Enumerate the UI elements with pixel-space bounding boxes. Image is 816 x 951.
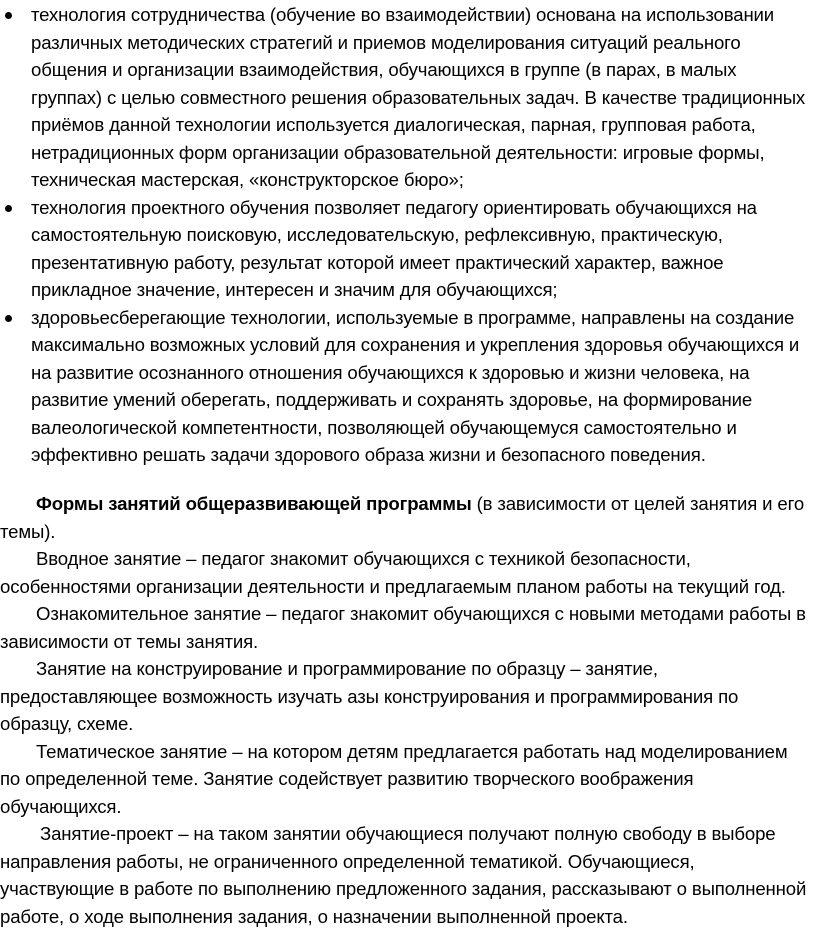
bullet-item-health-saving — [0, 304, 816, 469]
paragraph-familiarization-lesson: Ознакомительное занятие – педагог знакомит обучающихся с новыми методами работы в зависимости от темы занятия. — [0, 603, 806, 652]
lesson-forms-section — [0, 490, 812, 930]
bullet-item-cooperation — [0, 1, 816, 194]
bullet-text: технология проектного обучения позволяет педагогу ориентировать обучающихся на самостоятельную поисковую, исследовательскую, рефлексивную, практическую, презентативную работу, результат которой имеет практический характер, важное прикладное значение, интересен и значим для обучающихся; — [31, 196, 757, 300]
bullet-dot-icon — [5, 315, 12, 322]
bullet-text: технология сотрудничества (обучение во взаимодействии) основана на использовании различных методических стратегий и приемов моделирования ситуаций реального общения и организации взаимодействия, обучающихся в группе (в парах, в малых группах) с целью совместного решения образовательных задач. В качестве традиционных приёмов данной технологии используется диалогическая, парная, групповая работа, нетрадиционных форм организации образовательной деятельности: игровые формы, техническая мастерская, «конструкторское бюро»; — [31, 4, 806, 190]
bullet-item-project-learning — [0, 194, 816, 304]
paragraph-sample-lesson: Занятие на конструирование и программирование по образцу – занятие, предоставляющее возможность изучать азы конструирования и программирования по образцу, схеме. — [0, 658, 739, 734]
bullet-dot-icon — [5, 205, 12, 212]
forms-heading-paragraph — [0, 490, 812, 545]
bullet-dot-icon — [5, 12, 12, 19]
bullet-text: здоровьесберегающие технологии, используемые в программе, направлены на создание максимально возможных условий для сохранения и укрепления здоровья обучающихся и на развитие осознанного отношения обучающихся к здоровью и жизни человека, на развитие умений оберегать, поддерживать и сохранять здоровье, на формирование валеологической компетентности, позволяющей обучающемуся самостоятельно и эффективно решать задачи здорового образа жизни и безопасного поведения. — [31, 306, 800, 465]
paragraph-thematic-lesson: Тематическое занятие – на котором детям предлагается работать над моделированием по определенной теме. Занятие содействует развитию творческого воображения обучающихся. — [0, 740, 788, 817]
forms-heading-rest: (в зависимости от целей занятия и его темы). — [0, 493, 805, 542]
technology-bullet-list — [0, 1, 816, 469]
paragraph-intro-lesson: Вводное занятие – педагог знакомит обучающихся с техникой безопасности, особенностями организации деятельности и предлагаемым планом работы на текущий год. — [0, 548, 786, 597]
forms-heading-bold: Формы занятий общеразвивающей программы — [36, 493, 472, 514]
paragraph-project-lesson: Занятие-проект – на таком занятии обучающиеся получают полную свободу в выборе направления работы, не ограниченного определенной тематикой. Обучающиеся, участвующие в работе по выполнению предложенного задания, рассказывают о выполненной работе, о ходе выполнения задания, о назначении выполненной проекта. — [0, 823, 807, 927]
